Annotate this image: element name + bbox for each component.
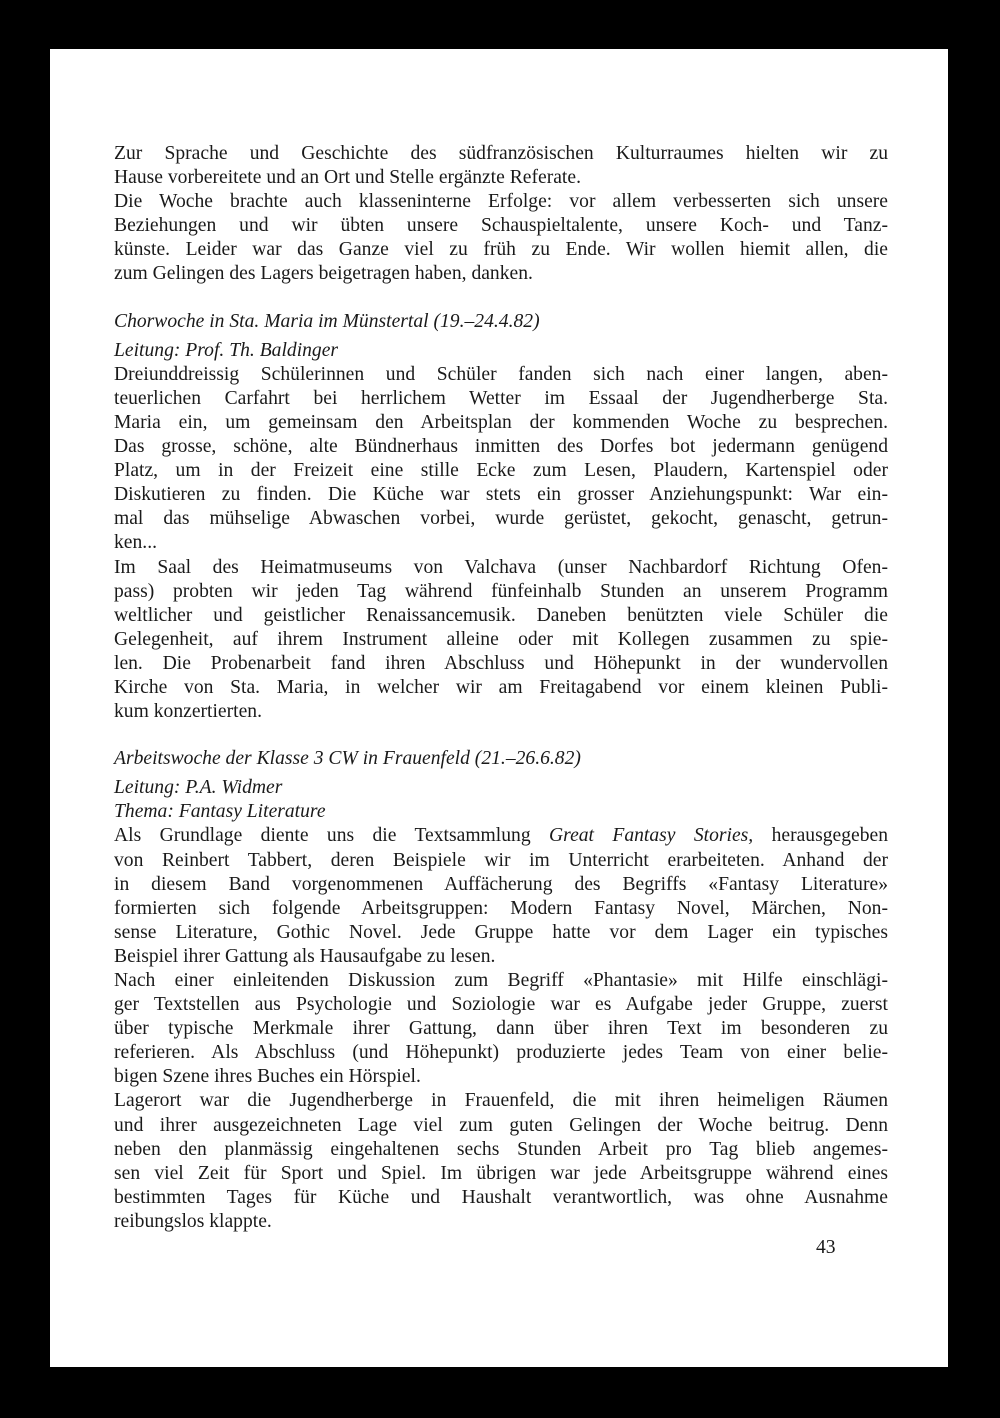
text-line: Im Saal des Heimatmuseums von Valchava (unser Nachbardorf Richtung Ofen-	[114, 556, 888, 578]
page-number: 43	[816, 1237, 836, 1258]
text-line: Hause vorbereitete und an Ort und Stelle ergänzte Referate.	[114, 167, 581, 189]
text-line: Platz, um in der Freizeit eine stille Ecke zum Lesen, Plaudern, Kartenspiel oder	[114, 460, 888, 482]
text-line: reibungslos klappte.	[114, 1210, 272, 1232]
text-line: Zur Sprache und Geschichte des südfranzösischen Kulturraumes hielten wir zu	[114, 143, 888, 164]
text-line: Diskutieren zu finden. Die Küche war stets ein grosser Anziehungspunkt: War ein-	[114, 484, 888, 506]
section-theme-arbeitswoche: Thema: Fantasy Literature	[114, 801, 326, 823]
text-line: bigen Szene ihres Buches ein Hörspiel.	[114, 1066, 421, 1088]
text-line: kum konzertierten.	[114, 701, 262, 723]
section-leader-chorwoche: Leitung: Prof. Th. Baldinger	[114, 339, 339, 361]
text-line: bestimmten Tages für Küche und Haushalt verantwortlich, was ohne Ausnahme	[114, 1186, 888, 1208]
text-line: Gelegenheit, auf ihrem Instrument alleine oder mit Kollegen zusammen zu spie-	[114, 628, 888, 650]
text-line: mal das mühselige Abwaschen vorbei, wurde gerüstet, gekocht, genascht, getrun-	[114, 508, 888, 530]
text-line: ger Textstellen aus Psychologie und Soziologie war es Aufgabe jeder Gruppe, zuerst	[114, 994, 888, 1016]
text-line: zum Gelingen des Lagers beigetragen haben, danken.	[114, 263, 533, 285]
text-line: von Reinbert Tabbert, deren Beispiele wir im Unterricht erarbeiteten. Anhand der	[114, 849, 888, 871]
text-line: neben den planmässig eingehaltenen sechs Stunden Arbeit pro Tag blieb angemes-	[114, 1138, 888, 1160]
text-line: Beispiel ihrer Gattung als Hausaufgabe zu lesen.	[114, 945, 496, 967]
text-line: ken...	[114, 532, 157, 554]
text-line: und ihrer ausgezeichneten Lage viel zum guten Gelingen der Woche beitrug. Denn	[114, 1114, 888, 1136]
text-line: sense Literature, Gothic Novel. Jede Gruppe hatte vor dem Lager ein typisches	[114, 921, 888, 943]
text-line: sen viel Zeit für Sport und Spiel. Im übrigen war jede Arbeitsgruppe während eines	[114, 1162, 888, 1184]
text-line: Maria ein, um gemeinsam den Arbeitsplan der kommenden Woche zu besprechen.	[114, 411, 888, 433]
text-line: Die Woche brachte auch klasseninterne Erfolge: vor allem verbesserten sich unsere	[114, 191, 888, 213]
text-fragment: Als Grundlage diente uns die Textsammlung	[114, 825, 550, 847]
text-line: Lagerort war die Jugendherberge in Frauenfeld, die mit ihren heimeligen Räumen	[114, 1090, 888, 1112]
text-line: len. Die Probenarbeit fand ihren Abschluss und Höhepunkt in der wundervollen	[114, 652, 888, 674]
text-line: formierten sich folgende Arbeitsgruppen: Modern Fantasy Novel, Märchen, Non-	[114, 897, 888, 919]
section-title-chorwoche: Chorwoche in Sta. Maria im Münstertal (19.–24.4.82)	[114, 310, 540, 332]
book-title: Great Fantasy Stories,	[549, 825, 754, 847]
text-line: Nach einer einleitenden Diskussion zum Begriff «Phantasie» mit Hilfe einschlägi-	[114, 970, 888, 991]
text-line: Das grosse, schöne, alte Bündnerhaus inmitten des Dorfes bot jedermann genügend	[114, 436, 888, 458]
section-leader-arbeitswoche: Leitung: P.A. Widmer	[114, 777, 283, 799]
text-line: Kirche von Sta. Maria, in welcher wir am Freitagabend vor einem kleinen Publi-	[114, 676, 888, 698]
text-line: in diesem Band vorgenommenen Auffächerung des Begriffs «Fantasy Literature»	[114, 873, 888, 895]
text-line: weltlicher und geistlicher Renaissancemusik. Daneben benützten viele Schüler die	[114, 604, 888, 626]
section-title-arbeitswoche: Arbeitswoche der Klasse 3 CW in Frauenfeld (21.–26.6.82)	[114, 748, 581, 770]
text-line: über typische Merkmale ihrer Gattung, dann über ihren Text im besonderen zu	[114, 1018, 888, 1040]
section-body-arbeitswoche	[114, 824, 888, 1234]
section-body-chorwoche	[114, 363, 888, 724]
text-line	[114, 824, 888, 848]
text-line: pass) probten wir jeden Tag während fünfeinhalb Stunden an unserem Programm	[114, 580, 888, 602]
text-line: Dreiunddreissig Schülerinnen und Schüler fanden sich nach einer langen, aben-	[114, 363, 888, 385]
document-page	[50, 49, 948, 1367]
intro-paragraph	[114, 142, 888, 287]
text-line: teuerlichen Carfahrt bei herrlichem Wetter im Essaal der Jugendherberge Sta.	[114, 387, 888, 409]
text-line: Beziehungen und wir übten unsere Schauspieltalente, unsere Koch- und Tanz-	[114, 215, 888, 237]
text-line: künste. Leider war das Ganze viel zu früh zu Ende. Wir wollen hiemit allen, die	[114, 239, 888, 261]
page-content	[114, 142, 888, 1234]
text-fragment: herausgegeben	[753, 825, 888, 847]
text-line: referieren. Als Abschluss (und Höhepunkt) produzierte jedes Team von einer belie-	[114, 1042, 888, 1064]
